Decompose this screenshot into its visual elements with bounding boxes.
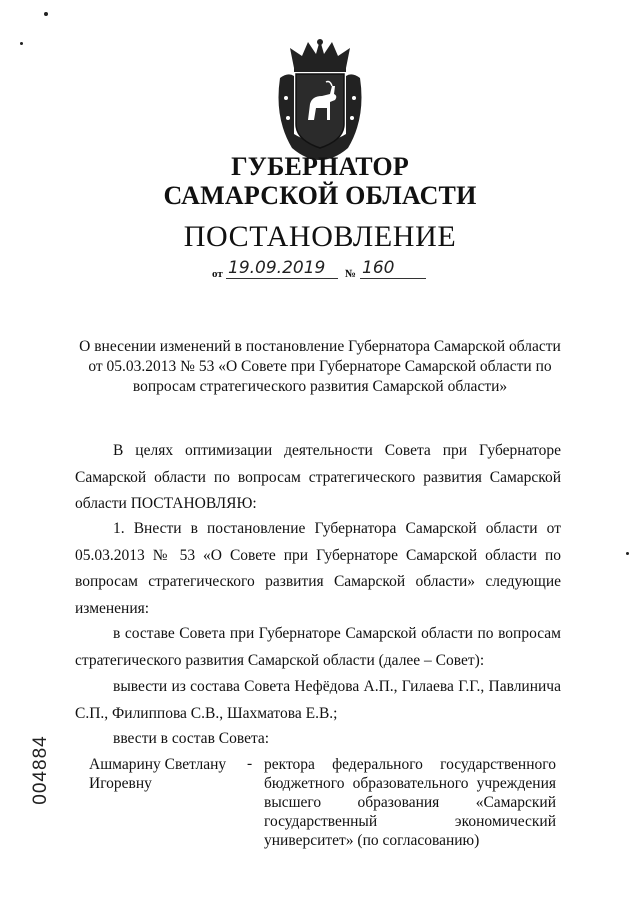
number-label: № xyxy=(345,268,357,280)
scan-speck xyxy=(626,552,629,555)
body-paragraph-1: В целях оптимизации деятельности Совета при Губернаторе Самарской области по вопросам стратегического развития Самарской области ПОСТАНОВЛЯЮ: xyxy=(75,442,561,512)
scan-speck xyxy=(20,42,23,45)
member-role: ректора федерального государственного бюджетного образовательного учреждения высшего образования «Самарский государственный экономический университет» (по согласованию) xyxy=(264,756,556,849)
date-from-label: от xyxy=(212,268,223,280)
date-number-line xyxy=(212,258,452,284)
document-date: 19.09.2019 xyxy=(228,258,326,278)
number-underline xyxy=(360,278,426,279)
body-paragraph-5: ввести в состав Совета: xyxy=(113,730,270,747)
member-name: Ашмарину Светлану Игоревну xyxy=(89,756,227,792)
member-dash: - xyxy=(247,755,253,772)
body-paragraph-2: 1. Внести в постановление Губернатора Самарской области от 05.03.2013 № 53 «О Совете при Губернаторе Самарской области по вопросам стратегического развития Самарской области» следующие изменения: xyxy=(75,520,561,617)
serial-stamp xyxy=(30,730,52,810)
region-title: САМАРСКОЙ ОБЛАСТИ xyxy=(163,181,477,210)
coat-of-arms-icon xyxy=(272,38,368,162)
body-paragraph-4: вывести из состава Совета Нефёдова А.П., Гилаева Г.Г., Павлинича С.П., Филиппова С.В., Шахматова Е.В.; xyxy=(75,678,561,722)
serial-number: 004884 xyxy=(30,735,51,805)
document-type: ПОСТАНОВЛЕНИЕ xyxy=(183,220,457,253)
document-subject: О внесении изменений в постановление Губернатора Самарской области от 05.03.2013 № 53 «О Совете при Губернаторе Самарской области по вопросам стратегического развития Самарской области» xyxy=(79,338,561,395)
scan-speck xyxy=(44,12,48,16)
date-underline xyxy=(226,278,338,279)
body-paragraph-3: в составе Совета при Губернаторе Самарской области по вопросам стратегического развития Самарской области (далее – Совет): xyxy=(75,625,561,669)
document-number: 160 xyxy=(362,258,395,278)
governor-title: ГУБЕРНАТОР xyxy=(231,152,409,181)
